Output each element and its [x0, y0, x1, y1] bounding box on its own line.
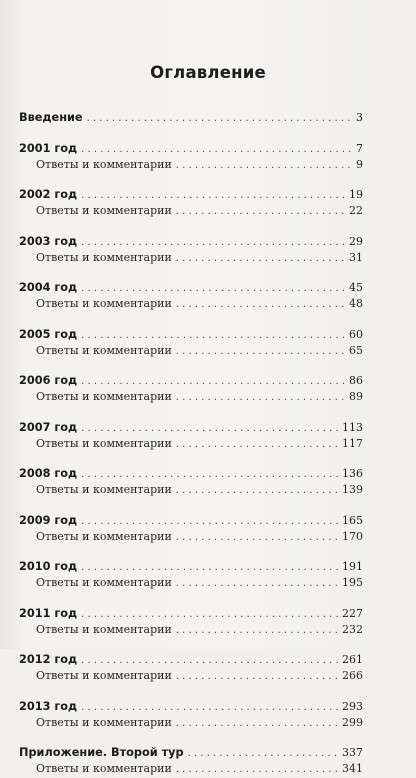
toc-entry-label: 2003 год — [19, 234, 78, 248]
leader-dots — [87, 111, 352, 127]
leader-dots — [188, 746, 338, 762]
toc-entry-2007 — [19, 420, 363, 436]
toc-subentry-2013-answers — [19, 715, 363, 731]
toc-page-number: 227 — [342, 606, 363, 620]
toc-page-number: 45 — [349, 281, 363, 294]
toc-page-number: 65 — [349, 343, 363, 357]
leader-dots — [81, 560, 338, 576]
toc-subentry-label: Ответы и комментарии — [36, 436, 172, 450]
page-title: Оглавление — [150, 63, 266, 82]
toc-subentry-label: Ответы и комментарии — [36, 250, 172, 264]
toc-page-number: 19 — [349, 188, 363, 201]
toc-page-number: 170 — [342, 529, 363, 543]
leader-dots — [81, 142, 352, 158]
leader-dots — [176, 716, 338, 732]
toc-subentry-label: Ответы и комментарии — [36, 529, 172, 543]
leader-dots — [176, 158, 352, 174]
toc-subentry-2005-answers — [19, 343, 363, 359]
leader-dots — [81, 281, 345, 297]
leader-dots — [81, 235, 345, 251]
toc-entry-2013 — [19, 699, 363, 715]
toc-subentry-2010-answers — [19, 575, 363, 591]
leader-dots — [176, 483, 338, 499]
leader-dots — [176, 390, 345, 406]
toc-entry-label: 2006 год — [19, 374, 78, 387]
toc-entry-label: 2013 год — [19, 699, 78, 713]
toc-subentry-2004-answers — [19, 296, 363, 312]
toc-entry-2004 — [19, 280, 363, 296]
leader-dots — [176, 204, 345, 220]
toc-subentry-appendix-answers — [19, 761, 363, 777]
toc-page-number: 60 — [349, 327, 363, 341]
toc-entry-label: 2008 год — [19, 467, 78, 480]
toc-subentry-2006-answers — [19, 389, 363, 405]
toc-page-number: 299 — [342, 715, 363, 729]
toc-page-number: 113 — [342, 420, 363, 434]
toc-entry-label: 2012 год — [19, 653, 78, 666]
toc-page-number: 195 — [342, 576, 363, 589]
toc-page-number: 266 — [342, 669, 363, 682]
toc-subentry-2003-answers — [19, 250, 363, 266]
toc-page-number: 232 — [342, 622, 363, 636]
leader-dots — [176, 623, 338, 639]
toc-page-number: 7 — [356, 141, 363, 155]
toc-entry-2005 — [19, 327, 363, 343]
toc-entry-appendix — [19, 745, 363, 761]
toc-entry-2002 — [19, 187, 363, 203]
leader-dots — [81, 188, 345, 204]
toc-subentry-label: Ответы и комментарии — [36, 297, 172, 310]
toc-page-number: 165 — [342, 513, 363, 527]
toc-page-number: 22 — [349, 204, 363, 217]
leader-dots — [176, 762, 338, 778]
leader-dots — [81, 653, 338, 669]
toc-entry-label: 2005 год — [19, 327, 78, 341]
toc-page-number: 293 — [342, 699, 363, 713]
toc-subentry-label: Ответы и комментарии — [36, 715, 172, 729]
leader-dots — [81, 514, 338, 530]
toc-subentry-2001-answers — [19, 157, 363, 173]
leader-dots — [81, 328, 345, 344]
toc-page-number: 29 — [349, 234, 363, 248]
toc-entry-label: Введение — [19, 111, 83, 124]
leader-dots — [81, 607, 338, 623]
toc-entry-label: 2007 год — [19, 420, 78, 434]
toc-subentry-2012-answers — [19, 668, 363, 684]
leader-dots — [176, 344, 345, 360]
toc-page-number: 139 — [342, 483, 363, 496]
toc-subentry-2002-answers — [19, 203, 363, 219]
toc-entry-intro — [19, 110, 363, 126]
toc-entry-2012 — [19, 652, 363, 668]
leader-dots — [176, 251, 345, 267]
toc-entry-label: 2001 год — [19, 141, 78, 155]
toc-page-number: 191 — [342, 560, 363, 573]
toc-page-number: 31 — [349, 250, 363, 264]
toc-page-number: 136 — [342, 467, 363, 480]
table-of-contents — [19, 110, 363, 777]
toc-page-number: 89 — [349, 390, 363, 403]
toc-page-number: 48 — [349, 297, 363, 310]
toc-subentry-2007-answers — [19, 436, 363, 452]
toc-subentry-label: Ответы и комментарии — [36, 204, 172, 217]
toc-subentry-label: Ответы и комментарии — [36, 576, 172, 589]
toc-entry-2008 — [19, 466, 363, 482]
toc-page-number: 261 — [342, 653, 363, 666]
leader-dots — [176, 669, 338, 685]
toc-subentry-2009-answers — [19, 529, 363, 545]
toc-page-number: 337 — [342, 746, 363, 759]
toc-entry-2009 — [19, 513, 363, 529]
leader-dots — [176, 576, 338, 592]
toc-entry-label: Приложение. Второй тур — [19, 746, 184, 759]
toc-subentry-label: Ответы и комментарии — [36, 622, 172, 636]
toc-subentry-label: Ответы и комментарии — [36, 390, 172, 403]
leader-dots — [81, 467, 338, 483]
toc-subentry-label: Ответы и комментарии — [36, 483, 172, 496]
toc-page-number: 9 — [356, 157, 363, 171]
toc-entry-label: 2011 год — [19, 606, 78, 620]
leader-dots — [81, 700, 338, 716]
toc-entry-2006 — [19, 373, 363, 389]
toc-subentry-label: Ответы и комментарии — [36, 669, 172, 682]
toc-subentry-label: Ответы и комментарии — [36, 762, 172, 775]
toc-entry-label: 2010 год — [19, 560, 78, 573]
toc-page-number: 341 — [342, 762, 363, 775]
toc-entry-label: 2009 год — [19, 513, 78, 527]
toc-page-number: 117 — [342, 436, 363, 450]
toc-subentry-2011-answers — [19, 622, 363, 638]
leader-dots — [176, 530, 338, 546]
leader-dots — [81, 374, 345, 390]
toc-subentry-label: Ответы и комментарии — [36, 343, 172, 357]
leader-dots — [176, 437, 338, 453]
toc-entry-2003 — [19, 234, 363, 250]
toc-entry-2010 — [19, 559, 363, 575]
toc-page-number: 86 — [349, 374, 363, 387]
toc-entry-2001 — [19, 141, 363, 157]
toc-entry-label: 2004 год — [19, 281, 78, 294]
leader-dots — [81, 421, 338, 437]
toc-subentry-2008-answers — [19, 482, 363, 498]
leader-dots — [176, 297, 345, 313]
toc-subentry-label: Ответы и комментарии — [36, 157, 172, 171]
toc-entry-label: 2002 год — [19, 188, 78, 201]
toc-entry-2011 — [19, 606, 363, 622]
toc-page-number: 3 — [356, 111, 363, 124]
